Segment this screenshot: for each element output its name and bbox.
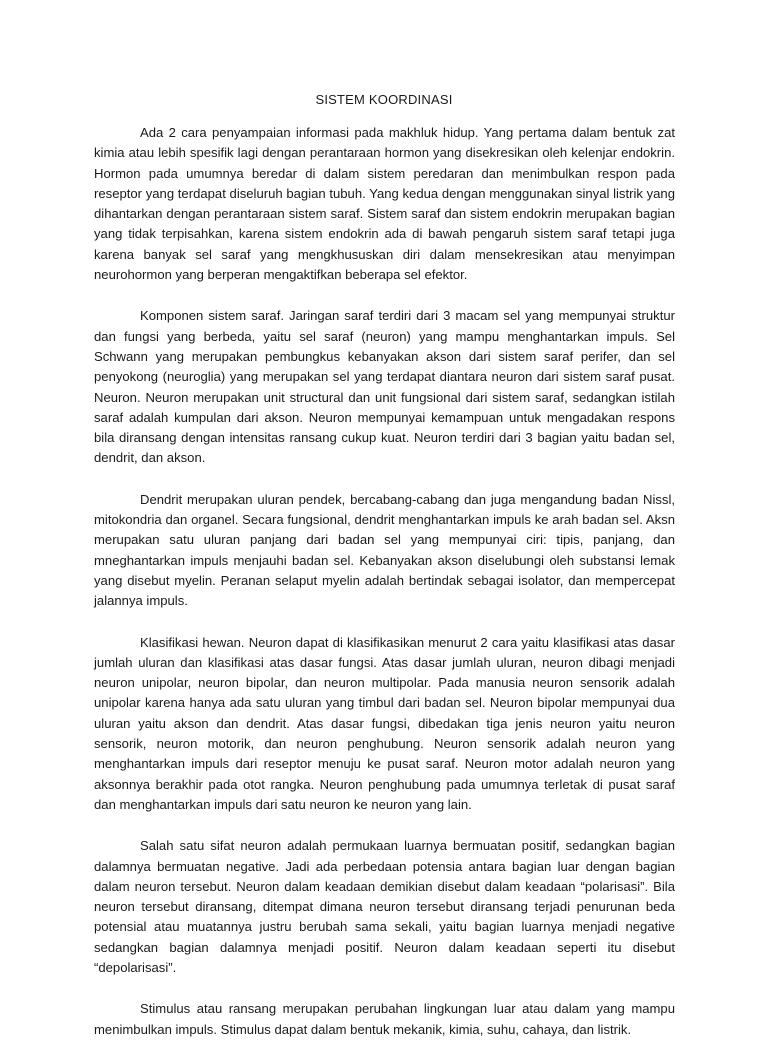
document-title: SISTEM KOORDINASI <box>315 92 453 107</box>
paragraph-intro: Ada 2 cara penyampaian informasi pada makhluk hidup. Yang pertama dalam bentuk zat kimia atau lebih spesifik lagi dengan perantaraan hormon yang disekresikan oleh kelenjar endokrin. Hormon pada umumnya beredar di dalam sistem peredaran dan menimbulkan respon pada reseptor yang terdapat diseluruh bagian tubuh. Yang kedua dengan menggunakan sinyal listrik yang dihantarkan dengan perantaraan sistem saraf. Sistem saraf dan sistem endokrin merupakan bagian yang tidak terpisahkan, karena sistem endokrin ada di bawah pengaruh sistem saraf tetapi juga karena banyak sel saraf yang mengkhususkan diri dalam mensekresikan atau menyimpan neurohormon yang berperan mengaktifkan beberapa sel efektor. <box>94 125 675 283</box>
paragraph-polarisasi: Salah satu sifat neuron adalah permukaan luarnya bermuatan positif, sedangkan bagian dalamnya bermuatan negative. Jadi ada perbedaan potensia antara bagian luar dengan bagian dalam neuron tersebut. Neuron dalam keadaan demikian disebut dalam keadaan “polarisasi”. Bila neuron tersebut diransang, ditempat dimana neuron tersebut diransang terjadi penurunan beda potensial atau muatannya justru berubah sama sekali, yaitu bagian luarnya menjadi negative sedangkan bagian dalamnya menjadi positif. Neuron dalam keadaan seperti itu disebut “depolarisasi”. <box>94 838 675 975</box>
paragraph-klasifikasi: Klasifikasi hewan. Neuron dapat di klasifikasikan menurut 2 cara yaitu klasifikasi atas dasar jumlah uluran dan klasifikasi atas dasar fungsi. Atas dasar jumlah uluran, neuron dibagi menjadi neuron unipolar, neuron bipolar, dan neuron multipolar. Pada manusia neuron sensorik adalah unipolar karena hanya ada satu uluran yang timbul dari badan sel. Neuron bipolar mempunyai dua uluran yaitu akson dan dendrit. Atas dasar fungsi, dibedakan tiga jenis neuron yaitu neuron sensorik, neuron motorik, dan neuron penghubung. Neuron sensorik adalah neuron yang menghantarkan impuls dari reseptor menuju ke pusat saraf. Neuron motor adalah neuron yang aksonnya berakhir pada otot rangka. Neuron penghubung pada umumnya terletak di pusat saraf dan menghantarkan impuls dari satu neuron ke neuron yang lain. <box>94 634 675 812</box>
paragraph-stimulus: Stimulus atau ransang merupakan perubahan lingkungan luar atau dalam yang mampu menimbulkan impuls. Stimulus dapat dalam bentuk mekanik, kimia, suhu, cahaya, dan listrik. <box>94 1001 675 1037</box>
document-body <box>94 123 675 1061</box>
paragraph-komponen-sistem-saraf: Komponen sistem saraf. Jaringan saraf terdiri dari 3 macam sel yang mempunyai struktur dan fungsi yang berbeda, yaitu sel saraf (neuron) yang mampu menghantarkan impuls. Sel Schwann yang merupakan pembungkus kebanyakan akson dari sistem saraf perifer, dan sel penyokong (neuroglia) yang merupakan sel yang terdapat diantara neuron dari sistem saraf pusat. Neuron. Neuron merupakan unit structural dan unit fungsional dari sistem saraf, sedangkan istilah saraf adalah kumpulan dari akson. Neuron mempunyai kemampuan untuk mengadakan respons bila diransang dengan intensitas ransang cukup kuat. Neuron terdiri dari 3 bagian yaitu badan sel, dendrit, dan akson. <box>94 308 675 466</box>
paragraph-dendrit: Dendrit merupakan uluran pendek, bercabang-cabang dan juga mengandung badan Nissl, mitokondria dan organel. Secara fungsional, dendrit menghantarkan impuls ke arah badan sel. Aksn merupakan satu uluran panjang dari badan sel yang mempunyai ciri: tipis, panjang, dan mneghantarkan impuls menjauhi badan sel. Kebanyakan akson diselubungi oleh substansi lemak yang disebut myelin. Peranan selaput myelin adalah bertindak sebagai isolator, dan mempercepat jalannya impuls. <box>94 491 675 609</box>
